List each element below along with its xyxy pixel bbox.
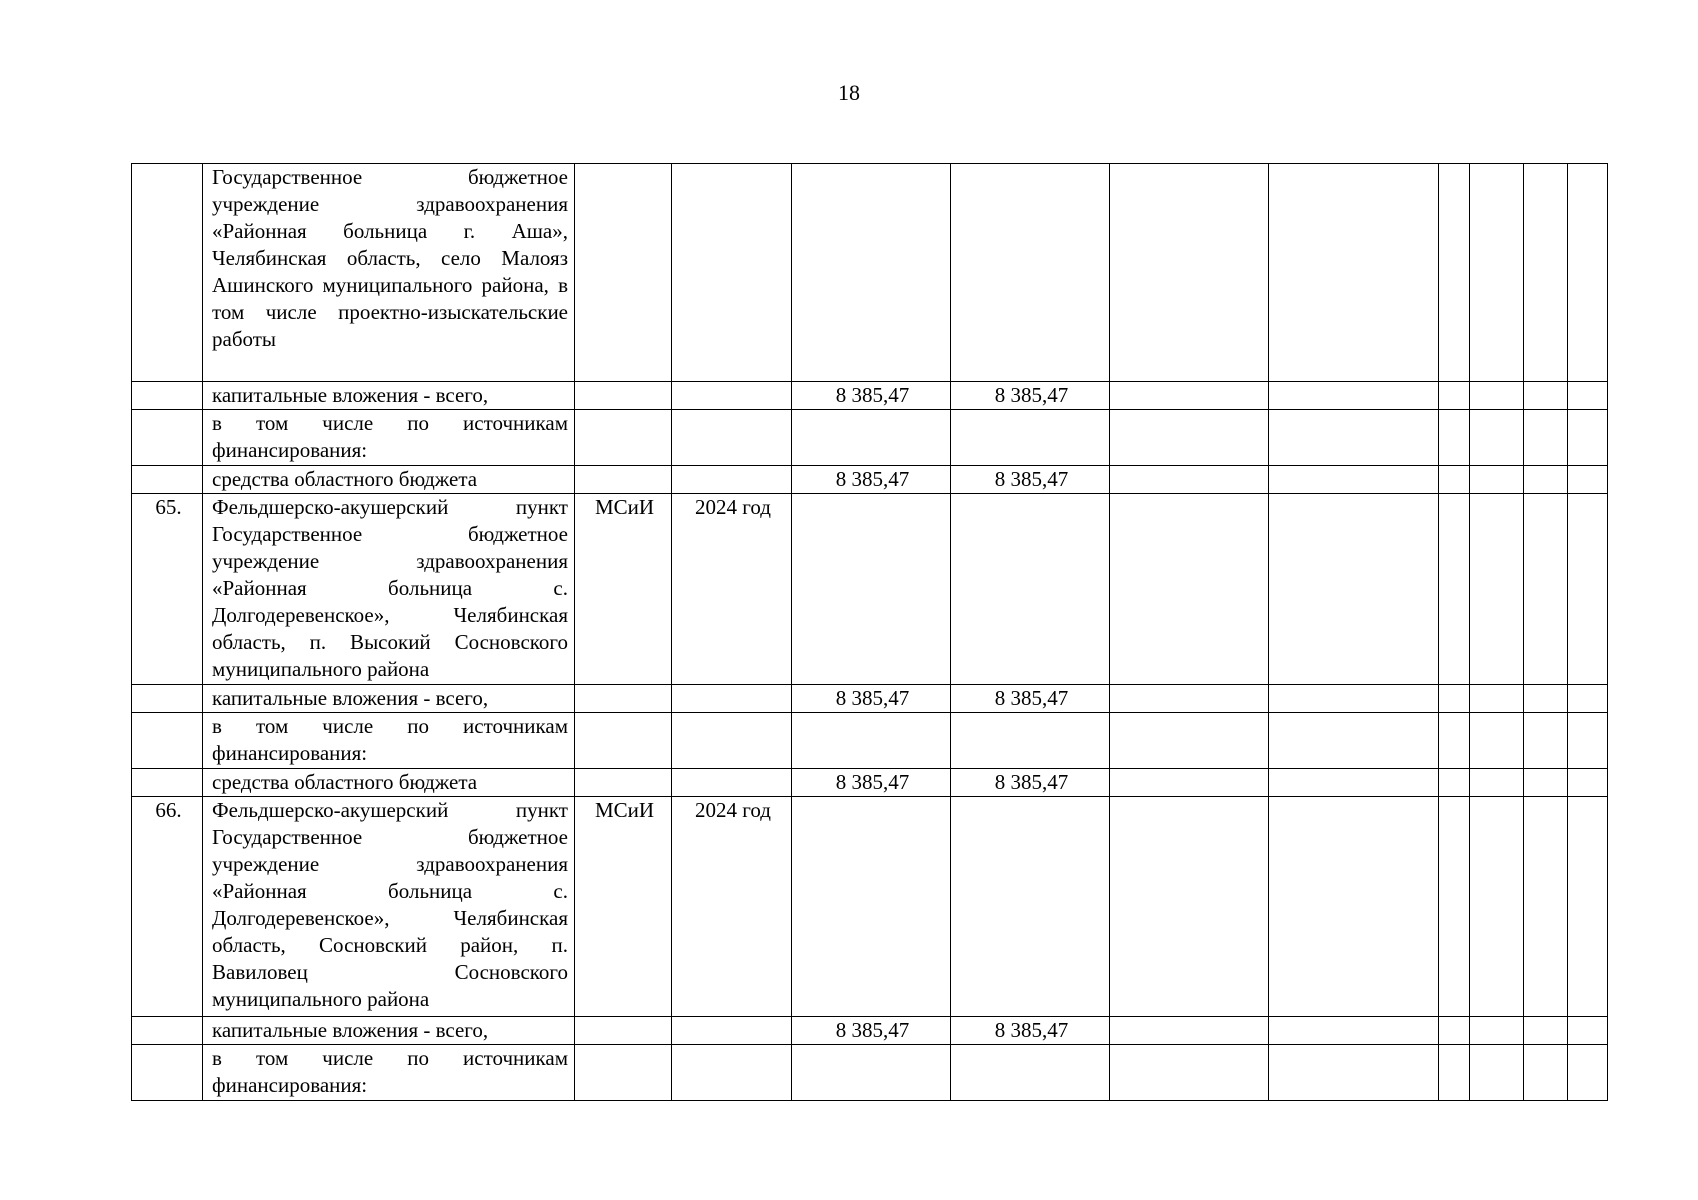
- empty-cell: [1110, 382, 1269, 410]
- empty-cell: [1524, 797, 1568, 1017]
- empty-cell: [1439, 382, 1470, 410]
- empty-cell: [1269, 1045, 1439, 1101]
- empty-cell: [1269, 466, 1439, 494]
- period-cell: [672, 410, 792, 466]
- responsible-cell: [575, 164, 672, 382]
- value-cell-1: 8 385,47: [792, 769, 951, 797]
- period-cell: 2024 год: [672, 494, 792, 685]
- row-number: [132, 410, 203, 466]
- empty-cell: [1470, 382, 1524, 410]
- row-label: в том числе по источникам финансирования:: [203, 713, 575, 769]
- value-cell-2: 8 385,47: [951, 466, 1110, 494]
- responsible-cell: [575, 685, 672, 713]
- empty-cell: [1439, 1017, 1470, 1045]
- empty-cell: [1568, 382, 1608, 410]
- value-cell-2: [951, 164, 1110, 382]
- empty-cell: [1524, 1045, 1568, 1101]
- value-cell-1: [792, 797, 951, 1017]
- empty-cell: [1269, 410, 1439, 466]
- table-row: [132, 1045, 1608, 1101]
- responsible-cell: [575, 466, 672, 494]
- empty-cell: [1110, 713, 1269, 769]
- value-cell-2: [951, 797, 1110, 1017]
- empty-cell: [1269, 1017, 1439, 1045]
- empty-cell: [1524, 769, 1568, 797]
- value-cell-2: [951, 494, 1110, 685]
- table-row: [132, 466, 1608, 494]
- value-cell-1: [792, 713, 951, 769]
- row-number: [132, 466, 203, 494]
- row-number: [132, 382, 203, 410]
- empty-cell: [1568, 164, 1608, 382]
- period-cell: [672, 382, 792, 410]
- empty-cell: [1470, 410, 1524, 466]
- row-number: 66.: [132, 797, 203, 1017]
- empty-cell: [1110, 1045, 1269, 1101]
- row-label: капитальные вложения - всего,: [203, 382, 575, 410]
- table-row: [132, 797, 1608, 1017]
- object-name: Фельдшерско-акушерский пункт Государственное бюджетное учреждение здравоохранения «Районная больница с. Долгодеревенское», Челябинская область, Сосновский район, п. Вавиловец Сосновского муниципального района: [203, 797, 575, 1017]
- row-label: средства областного бюджета: [203, 466, 575, 494]
- value-cell-1: [792, 164, 951, 382]
- responsible-cell: МСиИ: [575, 494, 672, 685]
- empty-cell: [1439, 797, 1470, 1017]
- empty-cell: [1470, 713, 1524, 769]
- empty-cell: [1439, 685, 1470, 713]
- value-cell-1: 8 385,47: [792, 1017, 951, 1045]
- value-cell-2: [951, 1045, 1110, 1101]
- empty-cell: [1470, 797, 1524, 1017]
- table-row: [132, 382, 1608, 410]
- empty-cell: [1269, 797, 1439, 1017]
- row-label: в том числе по источникам финансирования:: [203, 1045, 575, 1101]
- period-cell: [672, 685, 792, 713]
- value-cell-2: 8 385,47: [951, 685, 1110, 713]
- page-number: 18: [838, 80, 860, 105]
- row-number: [132, 1017, 203, 1045]
- value-cell-2: [951, 410, 1110, 466]
- period-cell: [672, 1045, 792, 1101]
- table-row: [132, 769, 1608, 797]
- empty-cell: [1269, 164, 1439, 382]
- empty-cell: [1269, 713, 1439, 769]
- empty-cell: [1524, 164, 1568, 382]
- value-cell-1: [792, 494, 951, 685]
- empty-cell: [1568, 685, 1608, 713]
- empty-cell: [1110, 410, 1269, 466]
- table-row: [132, 494, 1608, 685]
- empty-cell: [1470, 1017, 1524, 1045]
- empty-cell: [1439, 410, 1470, 466]
- empty-cell: [1269, 769, 1439, 797]
- empty-cell: [1110, 494, 1269, 685]
- period-cell: [672, 1017, 792, 1045]
- responsible-cell: [575, 769, 672, 797]
- value-cell-2: 8 385,47: [951, 382, 1110, 410]
- responsible-cell: [575, 410, 672, 466]
- empty-cell: [1439, 466, 1470, 494]
- empty-cell: [1269, 382, 1439, 410]
- row-number: [132, 685, 203, 713]
- table-row: [132, 164, 1608, 382]
- period-cell: 2024 год: [672, 797, 792, 1017]
- investment-table: [131, 163, 1608, 1101]
- row-label: капитальные вложения - всего,: [203, 685, 575, 713]
- empty-cell: [1568, 1045, 1608, 1101]
- object-name: Фельдшерско-акушерский пункт Государственное бюджетное учреждение здравоохранения «Районная больница с. Долгодеревенское», Челябинская область, п. Высокий Сосновского муниципального района: [203, 494, 575, 685]
- period-cell: [672, 466, 792, 494]
- empty-cell: [1568, 466, 1608, 494]
- empty-cell: [1269, 494, 1439, 685]
- empty-cell: [1568, 410, 1608, 466]
- period-cell: [672, 713, 792, 769]
- value-cell-1: 8 385,47: [792, 685, 951, 713]
- responsible-cell: [575, 1017, 672, 1045]
- empty-cell: [1524, 685, 1568, 713]
- object-name: Государственное бюджетное учреждение здравоохранения «Районная больница г. Аша», Челябинская область, село Малояз Ашинского муниципального района, в том числе проектно-изыскательские работы: [203, 164, 575, 382]
- empty-cell: [1269, 685, 1439, 713]
- empty-cell: [1568, 769, 1608, 797]
- empty-cell: [1524, 410, 1568, 466]
- value-cell-1: [792, 1045, 951, 1101]
- empty-cell: [1524, 713, 1568, 769]
- empty-cell: [1470, 685, 1524, 713]
- empty-cell: [1470, 494, 1524, 685]
- responsible-cell: [575, 1045, 672, 1101]
- empty-cell: [1568, 797, 1608, 1017]
- value-cell-1: 8 385,47: [792, 466, 951, 494]
- empty-cell: [1110, 466, 1269, 494]
- empty-cell: [1110, 685, 1269, 713]
- empty-cell: [1470, 769, 1524, 797]
- period-cell: [672, 769, 792, 797]
- table-row: [132, 410, 1608, 466]
- empty-cell: [1439, 164, 1470, 382]
- table-row: [132, 1017, 1608, 1045]
- table-row: [132, 713, 1608, 769]
- row-number: [132, 164, 203, 382]
- value-cell-1: 8 385,47: [792, 382, 951, 410]
- row-label: капитальные вложения - всего,: [203, 1017, 575, 1045]
- empty-cell: [1470, 466, 1524, 494]
- empty-cell: [1568, 494, 1608, 685]
- row-number: 65.: [132, 494, 203, 685]
- responsible-cell: [575, 713, 672, 769]
- empty-cell: [1524, 494, 1568, 685]
- value-cell-1: [792, 410, 951, 466]
- empty-cell: [1110, 1017, 1269, 1045]
- value-cell-2: [951, 713, 1110, 769]
- empty-cell: [1110, 769, 1269, 797]
- row-label: средства областного бюджета: [203, 769, 575, 797]
- table-row: [132, 685, 1608, 713]
- empty-cell: [1439, 769, 1470, 797]
- value-cell-2: 8 385,47: [951, 1017, 1110, 1045]
- empty-cell: [1568, 1017, 1608, 1045]
- empty-cell: [1439, 494, 1470, 685]
- row-number: [132, 1045, 203, 1101]
- empty-cell: [1524, 382, 1568, 410]
- empty-cell: [1470, 1045, 1524, 1101]
- empty-cell: [1470, 164, 1524, 382]
- empty-cell: [1524, 466, 1568, 494]
- row-number: [132, 713, 203, 769]
- row-number: [132, 769, 203, 797]
- period-cell: [672, 164, 792, 382]
- empty-cell: [1110, 797, 1269, 1017]
- empty-cell: [1439, 1045, 1470, 1101]
- empty-cell: [1439, 713, 1470, 769]
- empty-cell: [1524, 1017, 1568, 1045]
- empty-cell: [1568, 713, 1608, 769]
- value-cell-2: 8 385,47: [951, 769, 1110, 797]
- responsible-cell: МСиИ: [575, 797, 672, 1017]
- empty-cell: [1110, 164, 1269, 382]
- responsible-cell: [575, 382, 672, 410]
- row-label: в том числе по источникам финансирования:: [203, 410, 575, 466]
